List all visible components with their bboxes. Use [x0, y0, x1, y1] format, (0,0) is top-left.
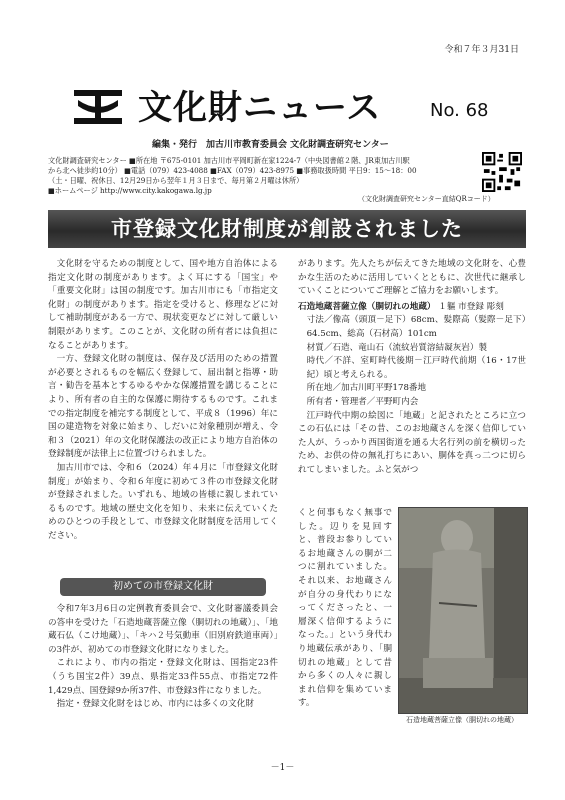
item-classification: １軀 市登録 彫刻 — [438, 301, 504, 312]
contact-line: 文化財調査研究センター ■所在地 〒675-0101 加古川市平岡町新在家1224-7（中央図書館２階、JR東加古川駅 — [48, 156, 410, 165]
left-column-lower — [48, 603, 278, 712]
section-subheading: 初めての市登録文化財 — [60, 578, 266, 596]
item-detail: 所有者・管理者／平野町内会 — [306, 396, 419, 407]
city-emblem-icon — [72, 86, 124, 128]
item-detail: 所在地／加古川町平野178番地 — [306, 383, 427, 394]
photo-caption: 石造地蔵菩薩立像（胴切れの地蔵） — [406, 716, 518, 724]
paragraph: 江戸時代中期の絵図に「地蔵」と記されたところに立つこの石仏には「その昔、このお地蔵さんを深く信仰していた人が、うっかり西国街道を通る大名行列の前を横切ったため、お供の侍の無礼打ちにあい、胴体を真っ二つに切られてしまいました。ふと気がつ — [298, 410, 526, 475]
contact-line-homepage[interactable]: ■ホームページ http://www.city.kakogawa.lg.jp — [48, 186, 212, 195]
paragraph: くと何事もなく無事でした。辺りを見回すと、普段お参りしているお地蔵さんの胴が二つに割れていました。それ以来、お地蔵さんが自分の身代わりになってくださったと、一層深く信仰するようになった。」という身代わり地蔵伝承があり、「胴切れの地蔵」として昔から多くの人々に親しまれ信仰を集めています。 — [298, 508, 392, 709]
paragraph: 令和7年3月6日の定例教育委員会で、文化財審議委員会の答申を受けた「石造地蔵菩薩立像（胴切れの地蔵）」、「地蔵石仏（こけ地蔵）」、「キハ２号気動車（旧別府鉄道車両）」の3件が、初めての市登録文化財になりました。 — [48, 604, 278, 655]
contact-info — [48, 156, 468, 196]
headline-banner: 市登録文化財制度が創設されました — [48, 210, 526, 248]
right-column — [298, 258, 526, 478]
contact-line: （土・日曜、祝休日、12月29日から翌年１月３日まで、毎月第２月曜は休所） — [48, 176, 304, 185]
right-column-narrow — [298, 507, 392, 711]
item-detail: 材質／石造、竜山石（流紋岩質溶結凝灰岩）製 — [306, 342, 488, 353]
item-detail: 時代／不詳、室町時代後期－江戸時代前期（16・17世紀）頃と考えられる。 — [306, 356, 526, 380]
qr-caption: （文化財調査研究センター直結QRコード） — [358, 195, 495, 203]
newsletter-title: 文化財ニュース — [138, 88, 382, 128]
qr-code-icon[interactable] — [482, 152, 522, 192]
paragraph: 加古川市では、令和６（2024）年４月に「市登録文化財制度」が始まり、令和６年度に初めて３件の市登録文化財が登録されました。いずれも、地域の皆様に親しまれているものです。地域の歴史文化を知り、未来に伝えていくためのひとつの手段として、市登録文化財制度を活用してください。 — [48, 462, 278, 541]
issue-number: No. 68 — [430, 100, 489, 121]
paragraph: 文化財を守るための制度として、国や地方自治体による指定文化財の制度があります。よく耳にする「国宝」や「重要文化財」は国の制度です。加古川市にも「市指定文化財」の制度があります。指定を受けると、修理などに対して補助制度がある一方で、現状変更などに対して厳しい制限があります。このことが、文化財の所有者には負担になることがあります。 — [48, 259, 278, 351]
item-detail: 寸法／像高（頭頂－足下）68cm、髪際高（髪際－足下）64.5cm、総高（石材高）101cm — [306, 315, 526, 339]
issue-date: 令和７年３月31日 — [444, 45, 519, 55]
left-column — [48, 258, 278, 543]
jizo-statue-photo — [398, 507, 528, 714]
paragraph: 一方、登録文化財の制度は、保存及び活用のための措置が必要とされるものを幅広く登録して、届出制と指導・助言・勧告を基本とするゆるやかな保護措置を講じることにより、所有者の自主的な保護に期待するものです。これまでの指定制度を補完する制度として、平成８（1996）年に国の建造物を対象に始まり、しだいに対象種別が増え、令和３（2021）年の文化財保護法の改正により地方自治体の登録制度が法律上に位置づけられました。 — [48, 354, 278, 460]
paragraph: 指定・登録文化財をはじめ、市内には多くの文化財 — [56, 699, 254, 710]
item-title: 石造地蔵菩薩立像（胴切れの地蔵） — [298, 301, 436, 312]
page-number: －1－ — [270, 763, 295, 773]
contact-line: から北へ徒歩約10分） ■電話（079）423-4088 ■FAX（079）423-8975 ■事務取扱時間 平日9：15～18：00 — [48, 166, 417, 175]
paragraph: があります。先人たちが伝えてきた地域の文化財を、心豊かな生活のために活用していくとともに、次世代に継承していくことについてご理解とご協力をお願いします。 — [298, 259, 526, 297]
publisher-line: 編集・発行 加古川市教育委員会 文化財調査研究センター — [152, 140, 389, 150]
paragraph: これにより、市内の指定・登録文化財は、国指定23件（うち国宝2件）39点、県指定33件55点、市指定72件1,429点、国登録9か所37件、市登録3件になりました。 — [48, 658, 278, 696]
